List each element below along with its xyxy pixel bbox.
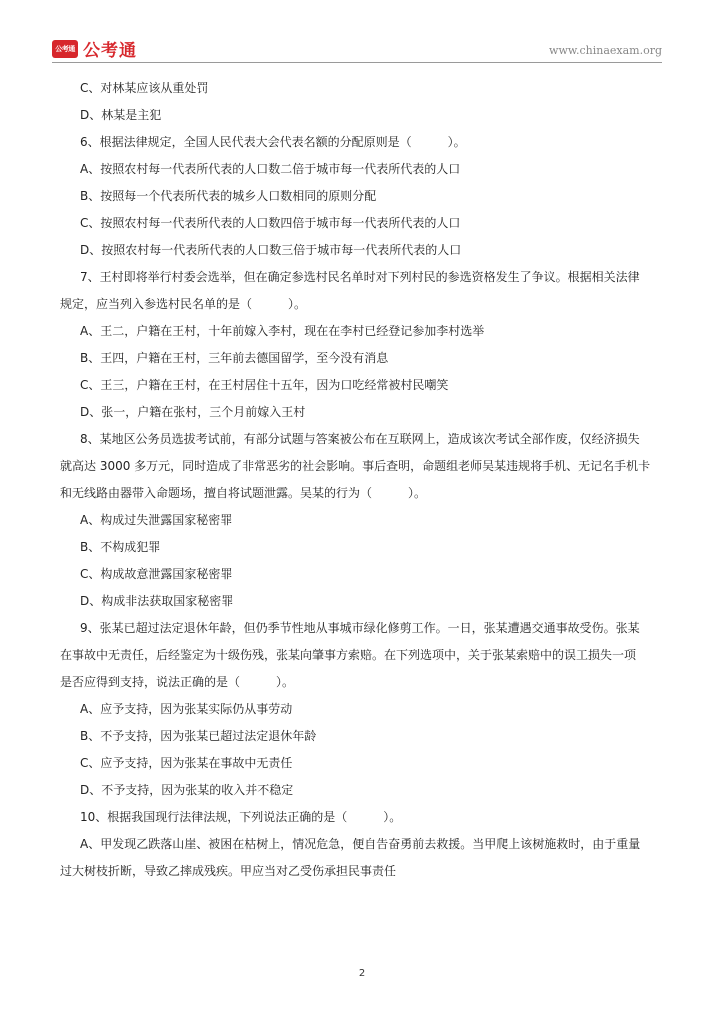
option-line: C、对林某应该从重处罚 xyxy=(80,81,209,95)
logo-text: 公考通 xyxy=(83,41,137,61)
option-line: B、不构成犯罪 xyxy=(80,540,161,554)
option-line: C、应予支持，因为张某在事故中无责任 xyxy=(80,756,293,770)
option-line: D、构成非法获取国家秘密罪 xyxy=(80,594,234,608)
question-9-line-1: 9、张某已超过法定退休年龄，但仍季节性地从事城市绿化修剪工作。一日，张某遭遇交通事故受伤。张某 xyxy=(80,621,640,635)
header-divider xyxy=(52,62,662,63)
document-body xyxy=(60,75,666,885)
page-header xyxy=(0,0,724,62)
question-7-line-1: 7、王村即将举行村委会选举，但在确定参选村民名单时对下列村民的参选资格发生了争议。根据相关法律 xyxy=(80,270,640,284)
option-line: A、甲发现乙跌落山崖、被困在枯树上，情况危急，便自告奋勇前去救援。当甲爬上该树施救时，由于重量 xyxy=(80,837,641,851)
option-line: B、不予支持，因为张某已超过法定退休年龄 xyxy=(80,729,317,743)
page-number: 2 xyxy=(358,968,366,979)
option-line: D、按照农村每一代表所代表的人口数三倍于城市每一代表所代表的人口 xyxy=(80,243,462,257)
option-line: B、王四，户籍在王村，三年前去德国留学，至今没有消息 xyxy=(80,351,389,365)
option-line: C、王三，户籍在王村，在王村居住十五年，因为口吃经常被村民嘲笑 xyxy=(80,378,449,392)
option-line: A、构成过失泄露国家秘密罪 xyxy=(80,513,233,527)
option-line: A、应予支持，因为张某实际仍从事劳动 xyxy=(80,702,293,716)
question-9-line-2: 在事故中无责任，后经鉴定为十级伤残，张某向肇事方索赔。在下列选项中，关于张某索赔中的误工损失一项 xyxy=(60,648,637,662)
question-6: 6、根据法律规定，全国人民代表大会代表名额的分配原则是（ ）。 xyxy=(80,135,466,149)
option-line: D、不予支持，因为张某的收入并不稳定 xyxy=(80,783,294,797)
site-url: www.chinaexam.org xyxy=(549,44,662,57)
option-line: D、张一，户籍在张村，三个月前嫁入王村 xyxy=(80,405,306,419)
option-line-continuation: 过大树枝折断，导致乙摔成残疾。甲应当对乙受伤承担民事责任 xyxy=(60,864,397,878)
option-line: C、按照农村每一代表所代表的人口数四倍于城市每一代表所代表的人口 xyxy=(80,216,461,230)
option-line: A、按照农村每一代表所代表的人口数二倍于城市每一代表所代表的人口 xyxy=(80,162,461,176)
question-8-line-2: 就高达 3000 多万元，同时造成了非常恶劣的社会影响。事后查明，命题组老师吴某违规将手机、无记名手机卡 xyxy=(60,459,651,473)
question-8-line-1: 8、某地区公务员选拔考试前，有部分试题与答案被公布在互联网上，造成该次考试全部作废，仅经济损失 xyxy=(80,432,640,446)
option-line: D、林某是主犯 xyxy=(80,108,162,122)
option-line: C、构成故意泄露国家秘密罪 xyxy=(80,567,233,581)
logo-badge-icon: 公考通 xyxy=(52,40,78,58)
option-line: B、按照每一个代表所代表的城乡人口数相同的原则分配 xyxy=(80,189,377,203)
question-9-line-3: 是否应得到支持，说法正确的是（ ）。 xyxy=(60,675,295,689)
question-7-line-2: 规定，应当列入参选村民名单的是（ ）。 xyxy=(60,297,307,311)
question-10: 10、根据我国现行法律法规，下列说法正确的是（ ）。 xyxy=(80,810,402,824)
question-8-line-3: 和无线路由器带入命题场，擅自将试题泄露。吴某的行为（ ）。 xyxy=(60,486,427,500)
option-line: A、王二，户籍在王村，十年前嫁入李村，现在在李村已经登记参加李村选举 xyxy=(80,324,485,338)
brand-logo xyxy=(52,36,137,61)
